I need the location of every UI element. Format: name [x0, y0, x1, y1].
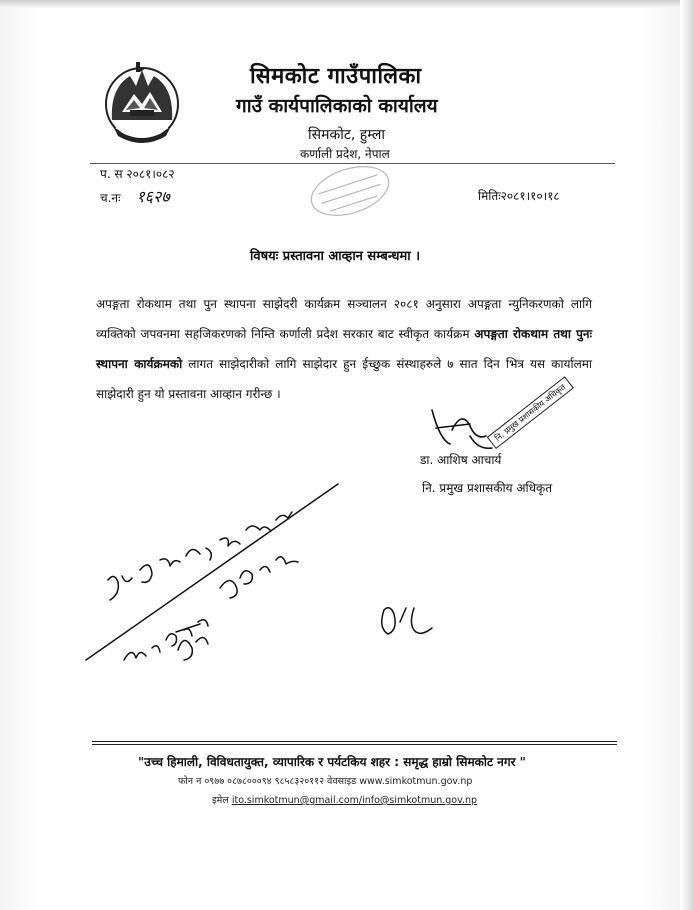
- footer-divider-bottom: [92, 744, 617, 745]
- footer-phone-website: फोन न ०९७७ ०८७८०००९४ ९८५८३२०११२ वेवसाइड www.simkotmun.gov.np: [178, 776, 473, 787]
- footer-email-line: [212, 793, 477, 806]
- office-name: सिमकोट गाउँपालिका: [250, 64, 422, 89]
- office-location: सिमकोट, हुम्ला: [308, 127, 385, 143]
- footer-divider-top: [92, 741, 617, 742]
- dispatch-number-value: १६२७: [136, 187, 170, 206]
- footer-email-link[interactable]: ito.simkotmun@gmail.com/info@simkotmun.gov.np: [231, 795, 478, 806]
- letter-date: मितिः२०८१।१०।१८: [478, 189, 560, 203]
- body-text-bold: अपङ्गता रोकथाम तथा पुनः स्थापना कार्यक्रमको: [96, 327, 592, 371]
- body-text-part-2: लागत साझेदारीको लागि साझेदार हुन ईच्छुक संस्थाहरुले ७ सात दिन भित्र यस कार्यालमा साझेदारी हुन यो प्रस्तावना आव्हान गरीन्छ ।: [96, 357, 592, 401]
- letter-number: प. स २०८१।०८२: [100, 167, 175, 181]
- dispatch-label: च.नः: [100, 191, 121, 205]
- footer-motto: "उच्च हिमाली, विविधतायुक्त, व्यापारिक र पर्यटकिय शहर : समृद्ध हाम्रो सिमकोट नगर ": [138, 755, 526, 769]
- signatory-name: डा. आशिष आचार्य: [420, 453, 502, 467]
- office-province: कर्णाली प्रदेश, नेपाल: [300, 147, 390, 161]
- footer-email-label: इमेल: [212, 795, 229, 806]
- executive-office-name: गाउँ कार्यपालिकाको कार्यालय: [236, 95, 438, 117]
- officer-stamp: नि. प्रमुख प्रशासकीय अधिकृत: [487, 376, 574, 449]
- letter-subject: विषयः प्रस्तावना आव्हान सम्बन्धमा ।: [250, 249, 421, 264]
- signatory-title: नि. प्रमुख प्रशासकीय अधिकृत: [422, 481, 553, 495]
- body-text-part-1: अपङ्गता रोकथाम तथा पुन स्थापना साझेदरी कार्यक्रम सञ्चालन २०८१ अनुसारा अपङ्गता न्युनिकरणको लागि व्यक्तिको जपवनमा सहजिकरणको निम्ति कर्णाली प्रदेश सरकार बाट स्वीकृत कार्यक्रम: [96, 297, 592, 341]
